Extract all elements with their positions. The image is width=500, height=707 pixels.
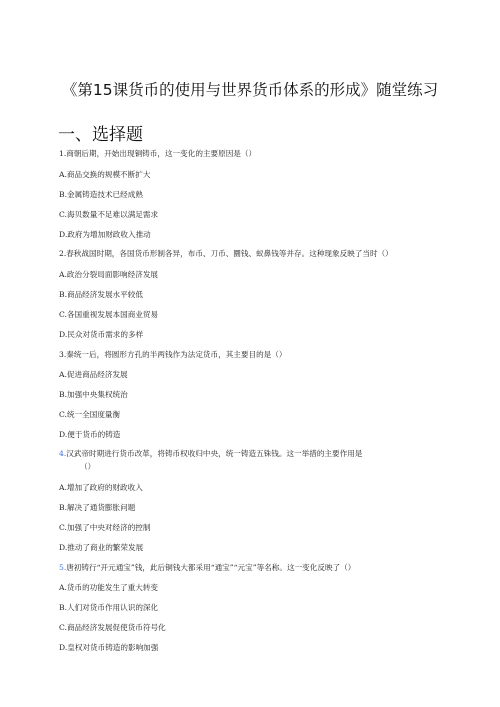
option-a: A.增加了政府的财政收入 bbox=[59, 483, 143, 492]
option-b: B.加强中央集权统治 bbox=[59, 390, 128, 399]
option-d: D.皇权对货币铸造的影响加强 bbox=[59, 643, 159, 652]
option-a: A.货币的功能发生了重大转变 bbox=[59, 583, 159, 592]
question-4-stem-continued: （） bbox=[80, 462, 96, 471]
option-c: C.海贝数量不足难以满足需求 bbox=[59, 210, 159, 219]
question-text: 秦统一后，将圆形方孔的半两钱作为法定货币，其主要目的是（） bbox=[66, 350, 287, 359]
option-c: C.统一全国度量衡 bbox=[59, 410, 121, 419]
question-4-stem bbox=[59, 449, 362, 459]
question-text: 春秋战国时期，各国货币形制各异，布币、刀币、圜钱、蚁鼻钱等并存。这种现象反映了当时（） bbox=[66, 249, 393, 258]
question-number: 2. bbox=[59, 249, 67, 258]
option-b: B.人们对货币作用认识的深化 bbox=[59, 603, 159, 612]
question-5-stem bbox=[59, 563, 355, 573]
option-c: C.加强了中央对经济的控制 bbox=[59, 523, 151, 532]
option-b: B.解决了通货膨胀问题 bbox=[59, 503, 136, 512]
option-b: B.金属铸造技术已经成熟 bbox=[59, 190, 143, 199]
option-d: D.政府为增加财政收入推动 bbox=[59, 230, 151, 239]
question-number: 4. bbox=[59, 449, 67, 458]
question-number: 3. bbox=[59, 350, 67, 359]
option-a: A.政治分裂局面影响经济发展 bbox=[59, 270, 159, 279]
question-text: 商朝后期，开始出现铜铸币，这一变化的主要原因是（） bbox=[66, 149, 257, 158]
question-text: 唐初铸行“开元通宝”钱，此后铜钱大都采用“通宝”“元宝”等名称。这一变化反映了（） bbox=[66, 563, 356, 572]
question-text: 汉武帝时期进行货币改革，将铸币权收归中央，统一铸造五铢钱。这一举措的主要作用是 bbox=[66, 449, 363, 458]
option-b: B.商品经济发展水平较低 bbox=[59, 290, 143, 299]
section-heading: 一、选择题 bbox=[58, 125, 143, 145]
option-a: A.商品交换的规模不断扩大 bbox=[59, 170, 151, 179]
question-2-stem bbox=[59, 249, 393, 259]
question-number: 1. bbox=[59, 149, 67, 158]
option-c: C.商品经济发展促使货币符号化 bbox=[59, 623, 166, 632]
option-d: D.推动了商业的繁荣发展 bbox=[59, 543, 144, 552]
option-d: D.民众对货币需求的多样 bbox=[59, 330, 144, 339]
question-number: 5. bbox=[59, 563, 67, 572]
question-3-stem bbox=[59, 350, 286, 360]
option-c: C.各国重视发展本国商业贸易 bbox=[59, 310, 159, 319]
page-title: 《第15课货币的使用与世界货币体系的形成》随堂练习 bbox=[61, 81, 439, 99]
option-d: D.便于货币的铸造 bbox=[59, 430, 121, 439]
option-a: A.促进商品经济发展 bbox=[59, 370, 128, 379]
question-1-stem bbox=[59, 149, 256, 159]
